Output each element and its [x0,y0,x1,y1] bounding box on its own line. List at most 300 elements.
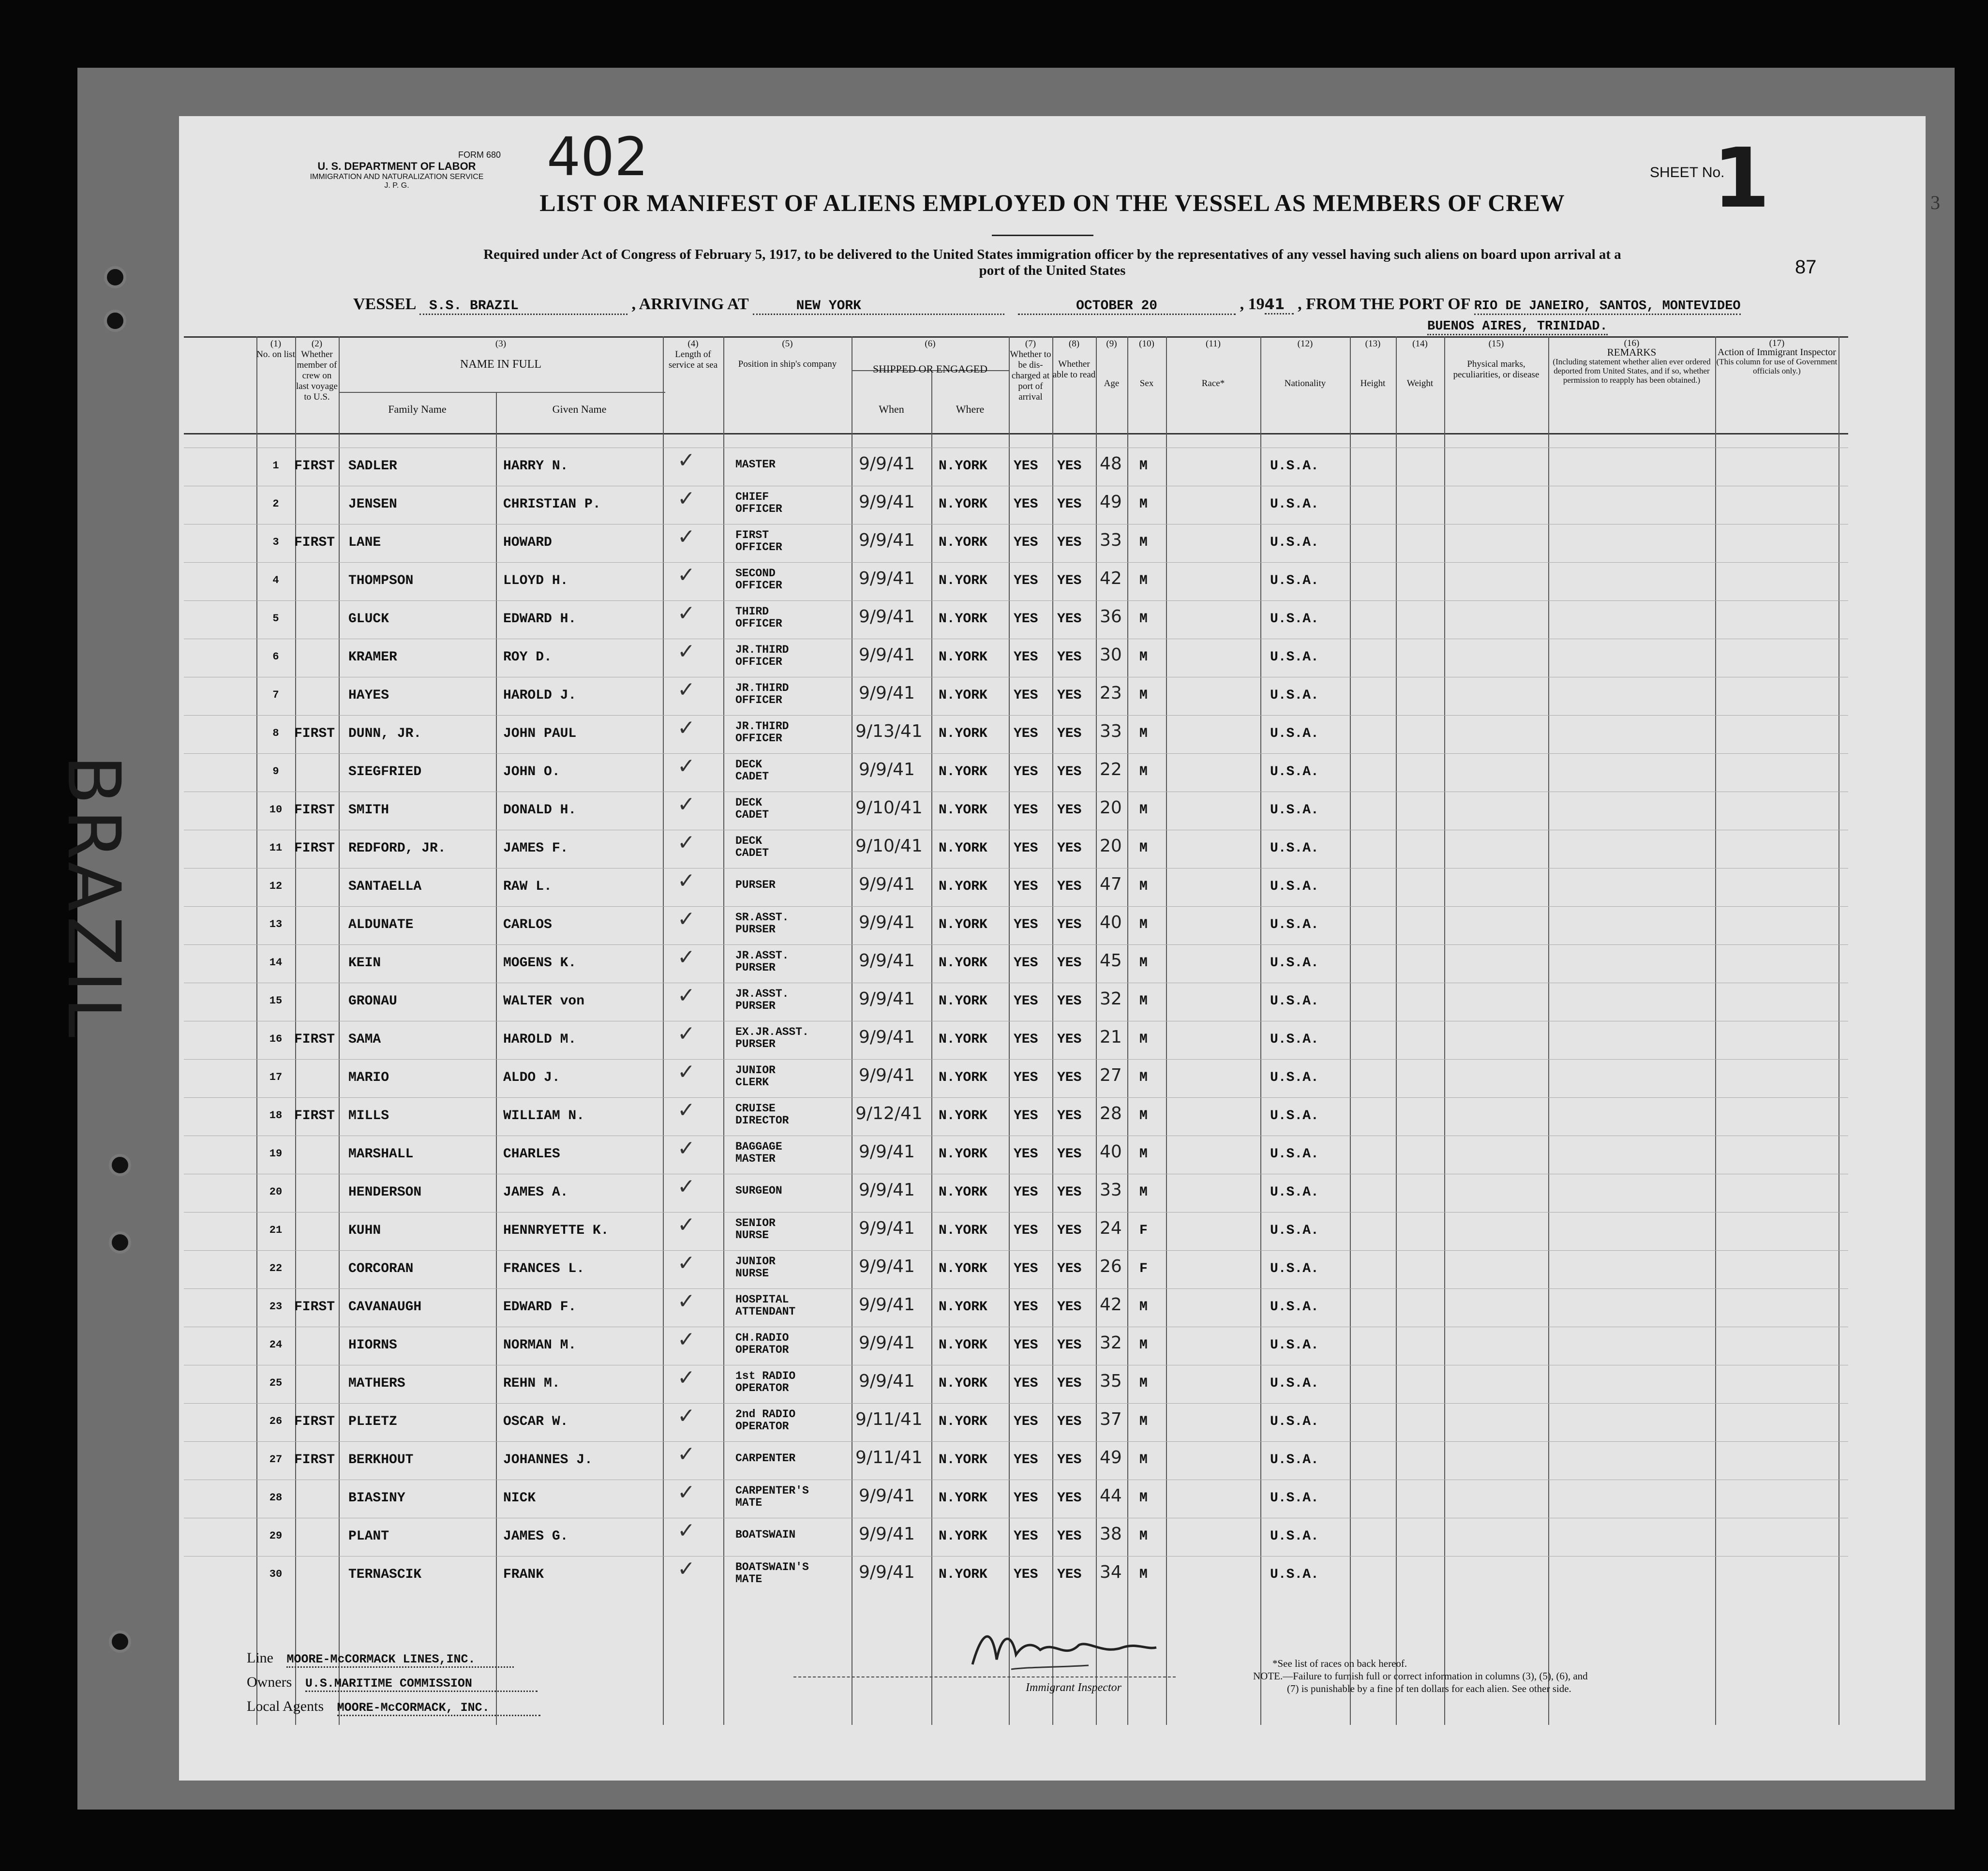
table-cell: 5 [272,613,279,625]
year-prefix: , 19 [1240,295,1265,313]
table-cell: YES [1014,1261,1038,1276]
table-cell: PLIETZ [348,1414,397,1429]
manifest-sheet [179,116,1926,1781]
check-mark-icon: ✓ [677,868,695,893]
table-cell: N.YORK [939,459,987,474]
table-cell: JUNIOR CLERK [735,1064,776,1089]
race-note: *See list of races on back hereof. [1272,1658,1407,1669]
table-cell: YES [1057,994,1082,1009]
col-header-when: When [879,403,904,415]
table-cell: M [1139,917,1148,932]
table-cell: U.S.A. [1270,1070,1319,1085]
agency-name: U. S. DEPARTMENT OF LABOR [317,160,476,172]
table-cell: 15 [269,995,283,1007]
table-cell: 9/9/41 [859,1218,915,1238]
table-row [184,868,1848,907]
table-cell: HAYES [348,688,389,703]
table-row [184,639,1848,677]
table-cell: M [1139,688,1148,703]
col-header-height: (13) Height [1360,339,1386,389]
table-cell: 26 [269,1415,283,1427]
table-cell: YES [1014,1070,1038,1085]
footer-owners [247,1674,538,1692]
table-cell: WALTER von [503,994,585,1009]
table-cell: SIEGFRIED [348,764,422,779]
table-cell: HOSPITAL ATTENDANT [735,1293,796,1318]
table-cell: M [1139,726,1148,741]
table-cell: U.S.A. [1270,1185,1319,1200]
table-cell: 9/9/41 [859,874,915,894]
table-cell: U.S.A. [1270,803,1319,818]
table-cell: M [1139,1376,1148,1391]
table-cell: MARIO [348,1070,389,1085]
table-cell: U.S.A. [1270,726,1319,741]
table-row [184,677,1848,716]
table-cell: U.S.A. [1270,1108,1319,1123]
binder-hole [109,1631,131,1653]
table-cell: YES [1057,459,1082,474]
table-cell: DONALD H. [503,803,577,818]
check-mark-icon: ✓ [677,830,695,855]
table-cell: 9/9/41 [859,454,915,474]
check-mark-icon: ✓ [677,1060,695,1084]
table-row [184,1556,1848,1595]
table-cell: 17 [269,1071,283,1083]
table-cell: 23 [269,1301,283,1313]
table-cell: 9/9/41 [859,1257,915,1276]
agents-value: MOORE-McCORMACK, INC. [337,1701,540,1716]
table-cell: YES [1057,803,1082,818]
table-cell: SAMA [348,1032,381,1047]
table-cell: U.S.A. [1270,956,1319,971]
table-cell: FRANK [503,1567,544,1582]
table-cell: SR.ASST. PURSER [735,911,789,936]
table-cell: N.YORK [939,688,987,703]
table-cell: LLOYD H. [503,573,568,588]
table-cell: U.S.A. [1270,994,1319,1009]
table-cell: 30 [1100,645,1122,665]
table-cell: DECK CADET [735,758,769,783]
check-mark-icon: ✓ [677,792,695,817]
check-mark-icon: ✓ [677,1212,695,1237]
table-cell: HARRY N. [503,459,568,474]
table-row [184,562,1848,601]
table-cell: DUNN, JR. [348,726,422,741]
table-cell: U.S.A. [1270,1223,1319,1238]
table-cell: YES [1057,1414,1082,1429]
table-cell: YES [1014,956,1038,971]
table-cell: FRANCES L. [503,1261,585,1276]
table-cell: GRONAU [348,994,397,1009]
col-header-weight: (14) Weight [1406,339,1434,389]
table-cell: YES [1057,1376,1082,1391]
owners-value: U.S.MARITIME COMMISSION [305,1676,538,1692]
table-cell: YES [1014,1452,1038,1467]
table-cell: M [1139,612,1148,627]
table-cell: YES [1014,1567,1038,1582]
table-cell: N.YORK [939,1491,987,1506]
table-cell: BERKHOUT [348,1452,414,1467]
form-number: FORM 680 [458,150,501,160]
table-cell: CHARLES [503,1147,560,1162]
sheet-number: 1 [1713,131,1770,226]
table-cell: DECK CADET [735,796,769,821]
table-cell: YES [1057,1108,1082,1123]
table-cell: 12 [269,880,283,892]
check-mark-icon: ✓ [677,983,695,1008]
table-row [184,1136,1848,1174]
table-cell: 35 [1100,1371,1122,1391]
table-cell: 28 [1100,1104,1122,1123]
table-cell: U.S.A. [1270,1032,1319,1047]
table-cell: JR.THIRD OFFICER [735,644,789,668]
table-cell: EDWARD H. [503,612,577,627]
table-cell: CARPENTER'S MATE [735,1484,809,1509]
col-header-remarks: (16) REMARKS (Including statement whether alien ever ordered deported from United States, and if so, whether permission to reapply has been obtained.) [1553,338,1711,385]
table-cell: YES [1057,535,1082,550]
footer-agents [247,1698,540,1716]
table-cell: SURGEON [735,1184,782,1197]
table-cell: YES [1014,994,1038,1009]
table-cell: DECK CADET [735,835,769,859]
table-cell: 18 [269,1109,283,1122]
table-cell: N.YORK [939,1147,987,1162]
table-cell: JR.ASST. PURSER [735,949,789,974]
table-cell: 33 [1100,721,1122,741]
check-mark-icon: ✓ [677,448,695,473]
check-mark-icon: ✓ [677,1289,695,1314]
table-cell: U.S.A. [1270,650,1319,665]
check-mark-icon: ✓ [677,563,695,587]
table-cell: N.YORK [939,1070,987,1085]
table-cell: N.YORK [939,1452,987,1467]
table-cell: YES [1014,1032,1038,1047]
table-cell: YES [1057,1032,1082,1047]
table-cell: YES [1057,650,1082,665]
table-cell: YES [1014,535,1038,550]
table-cell: YES [1057,1338,1082,1353]
table-row [184,753,1848,792]
check-mark-icon: ✓ [677,1021,695,1046]
table-cell: 47 [1100,874,1122,894]
table-cell: ALDUNATE [348,917,414,932]
table-cell: CAVANAUGH [348,1300,422,1315]
table-cell: CHIEF OFFICER [735,491,782,515]
table-cell: 38 [1100,1524,1122,1544]
check-mark-icon: ✓ [677,1098,695,1123]
table-cell: 9/9/41 [859,645,915,665]
agents-label: Local Agents [247,1698,324,1714]
act-statement-line1: Required under Act of Congress of February 5, 1917, to be delivered to the United States immigration officer by the representatives of any vessel having such aliens on board upon arrival at a [483,247,1621,262]
table-cell: 22 [269,1262,283,1274]
table-cell: REDFORD, JR. [348,841,446,856]
table-cell: 1 [272,460,279,472]
table-cell: YES [1014,879,1038,894]
table-cell: 26 [1100,1257,1122,1276]
check-mark-icon: ✓ [677,1174,695,1199]
check-mark-icon: ✓ [677,1480,695,1505]
table-cell: YES [1014,688,1038,703]
table-cell: FIRST [294,841,335,856]
table-cell: 27 [269,1453,283,1466]
departure-ports-line2: BUENOS AIRES, TRINIDAD. [1427,319,1608,335]
table-cell: YES [1014,726,1038,741]
col-header-sex: (10) Sex [1139,339,1154,389]
table-cell: YES [1014,612,1038,627]
table-cell: M [1139,1070,1148,1085]
col-header-name: (3) NAME IN FULL [460,339,541,371]
table-cell: 42 [1100,569,1122,588]
binder-hole [109,1154,131,1176]
table-cell: FIRST [294,1300,335,1315]
vessel-name-handwritten: BRAZIL [51,755,135,1043]
table-cell: JAMES F. [503,841,568,856]
table-cell: YES [1014,1414,1038,1429]
table-cell: 9/9/41 [859,1333,915,1353]
table-row [184,600,1848,639]
binder-hole [104,310,126,332]
table-cell: 9/10/41 [855,836,923,856]
table-cell: M [1139,1491,1148,1506]
sheet-label: SHEET No. [1650,165,1725,180]
table-cell: MASTER [735,458,776,471]
table-cell: 9/9/41 [859,1562,915,1582]
table-cell: 33 [1100,530,1122,550]
table-cell: 16 [269,1033,283,1045]
table-cell: YES [1014,650,1038,665]
from-port-label: , FROM THE PORT OF [1298,295,1470,313]
table-cell: CHRISTIAN P. [503,497,601,512]
table-cell: 9/11/41 [855,1448,923,1467]
table-cell: YES [1014,917,1038,932]
table-cell: FIRST OFFICER [735,529,782,554]
table-cell: FIRST [294,459,335,474]
table-row [184,1480,1848,1518]
table-cell: RAW L. [503,879,552,894]
table-cell: YES [1057,1223,1082,1238]
table-cell: N.YORK [939,879,987,894]
table-cell: TERNASCIK [348,1567,422,1582]
table-cell: U.S.A. [1270,917,1319,932]
table-cell: M [1139,1338,1148,1353]
table-cell: EX.JR.ASST. PURSER [735,1026,809,1050]
agency-code: J. P. G. [384,181,409,190]
col-header-service-length: (4) Length of service at sea [668,339,718,370]
table-cell: YES [1057,1491,1082,1506]
agency-service: IMMIGRATION AND NATURALIZATION SERVICE [310,173,484,181]
table-cell: 32 [1100,1333,1122,1353]
table-cell: 2nd RADIO OPERATOR [735,1408,796,1433]
table-cell: CRUISE DIRECTOR [735,1102,789,1127]
binder-hole [104,266,126,288]
table-cell: 25 [269,1377,283,1389]
table-cell: 8 [272,727,279,739]
table-cell: M [1139,1567,1148,1582]
table-cell: 44 [1100,1486,1122,1506]
table-row [184,1097,1848,1136]
table-cell: SMITH [348,803,389,818]
table-cell: N.YORK [939,1529,987,1544]
table-cell: M [1139,764,1148,779]
table-row [184,792,1848,830]
table-cell: N.YORK [939,1032,987,1047]
table-cell: YES [1057,764,1082,779]
table-row [184,448,1848,486]
table-row [184,944,1848,983]
table-cell: 11 [269,842,283,854]
table-cell: 20 [1100,798,1122,818]
table-cell: 9/9/41 [859,1027,915,1047]
table-cell: 9/9/41 [859,989,915,1009]
table-cell: 9/11/41 [855,1409,923,1429]
table-cell: 24 [269,1339,283,1351]
table-cell: 21 [269,1224,283,1236]
table-cell: KEIN [348,956,381,971]
table-cell: M [1139,459,1148,474]
table-cell: JR.THIRD OFFICER [735,682,789,706]
table-cell: YES [1057,688,1082,703]
table-cell: REHN M. [503,1376,560,1391]
table-row [184,486,1848,524]
check-mark-icon: ✓ [677,524,695,549]
table-cell: 9/9/41 [859,607,915,627]
table-cell: U.S.A. [1270,764,1319,779]
table-cell: 19 [269,1148,283,1160]
table-cell: CORCORAN [348,1261,414,1276]
table-cell: M [1139,1300,1148,1315]
table-cell: M [1139,1108,1148,1123]
table-cell: N.YORK [939,497,987,512]
table-cell: N.YORK [939,917,987,932]
table-cell: YES [1057,1070,1082,1085]
penalty-note-line2: (7) is punishable by a fine of ten dollars for each alien. See other side. [1287,1683,1571,1694]
table-cell: NICK [503,1491,536,1506]
col-header-shipped: (6) SHIPPED OR ENGAGED [872,339,988,375]
col-header-given-name: Given Name [552,403,607,415]
table-cell: FIRST [294,726,335,741]
check-mark-icon: ✓ [677,1365,695,1390]
table-cell: HENDERSON [348,1185,422,1200]
table-cell: 9/9/41 [859,1524,915,1544]
line-label: Line [247,1650,273,1666]
table-row [184,1288,1848,1327]
table-cell: FIRST [294,1452,335,1467]
agency-block [293,150,501,190]
table-cell: JOHN PAUL [503,726,577,741]
check-mark-icon: ✓ [677,1404,695,1428]
table-row [184,1021,1848,1060]
table-cell: 9/9/41 [859,951,915,971]
table-cell: YES [1014,1108,1038,1123]
table-cell: M [1139,1147,1148,1162]
table-cell: 29 [269,1530,283,1542]
check-mark-icon: ✓ [677,486,695,511]
table-row [184,1327,1848,1365]
table-cell: YES [1014,1491,1038,1506]
table-cell: 49 [1100,492,1122,512]
table-cell: M [1139,573,1148,588]
handwritten-list-number: 402 [547,126,648,188]
table-cell: U.S.A. [1270,573,1319,588]
table-cell: FIRST [294,1108,335,1123]
table-cell: N.YORK [939,650,987,665]
table-cell: U.S.A. [1270,1376,1319,1391]
table-cell: N.YORK [939,726,987,741]
table-cell: N.YORK [939,535,987,550]
vessel-label: VESSEL [353,295,416,313]
table-cell: 22 [1100,760,1122,779]
table-cell: 9/9/41 [859,1065,915,1085]
col-header-able-to-read: (8) Whether able to read [1052,339,1096,380]
table-cell: JAMES A. [503,1185,568,1200]
table-cell: U.S.A. [1270,1338,1319,1353]
check-mark-icon: ✓ [677,907,695,931]
table-cell: M [1139,956,1148,971]
vessel-line [353,295,1741,315]
table-cell: N.YORK [939,841,987,856]
table-cell: PURSER [735,879,776,891]
arriving-label: , ARRIVING AT [631,295,749,313]
table-cell: YES [1057,1452,1082,1467]
table-cell: YES [1014,1338,1038,1353]
table-cell: N.YORK [939,1108,987,1123]
table-cell: 9/9/41 [859,1142,915,1162]
table-cell: N.YORK [939,1261,987,1276]
table-cell: YES [1014,1529,1038,1544]
table-cell: HOWARD [503,535,552,550]
table-cell: U.S.A. [1270,841,1319,856]
table-cell: YES [1014,1223,1038,1238]
table-cell: CARPENTER [735,1452,796,1465]
table-cell: YES [1057,879,1082,894]
table-cell: FIRST [294,1414,335,1429]
table-cell: 9/9/41 [859,569,915,588]
table-row [184,1365,1848,1404]
table-cell: N.YORK [939,803,987,818]
table-cell: 36 [1100,607,1122,627]
table-cell: U.S.A. [1270,535,1319,550]
table-cell: 21 [1100,1027,1122,1047]
table-cell: CARLOS [503,917,552,932]
table-cell: F [1139,1223,1148,1238]
table-cell: 9/9/41 [859,913,915,932]
table-cell: U.S.A. [1270,688,1319,703]
table-cell: YES [1057,612,1082,627]
table-cell: OSCAR W. [503,1414,568,1429]
check-mark-icon: ✓ [677,639,695,664]
table-cell: U.S.A. [1270,879,1319,894]
table-cell: MOGENS K. [503,956,577,971]
table-cell: YES [1014,573,1038,588]
table-cell: N.YORK [939,1338,987,1353]
table-row [184,1059,1848,1098]
penalty-note-line1: NOTE.—Failure to furnish full or correct information in columns (3), (5), (6), and [1253,1670,1588,1682]
check-mark-icon: ✓ [677,1518,695,1543]
table-cell: N.YORK [939,1185,987,1200]
table-cell: N.YORK [939,1223,987,1238]
table-cell: PLANT [348,1529,389,1544]
table-cell: 9/9/41 [859,1180,915,1200]
table-cell: U.S.A. [1270,1147,1319,1162]
col-header-previous-voyage: (2) Whether member of crew on last voyage to U.S. [296,339,338,402]
table-cell: HIORNS [348,1338,397,1353]
table-cell: M [1139,1185,1148,1200]
table-cell: 20 [1100,836,1122,856]
col-header-physical-marks: (15) Physical marks, peculiarities, or disease [1453,339,1540,380]
check-mark-icon: ✓ [677,601,695,626]
arrival-date: OCTOBER 20 [1018,299,1236,315]
table-cell: LANE [348,535,381,550]
